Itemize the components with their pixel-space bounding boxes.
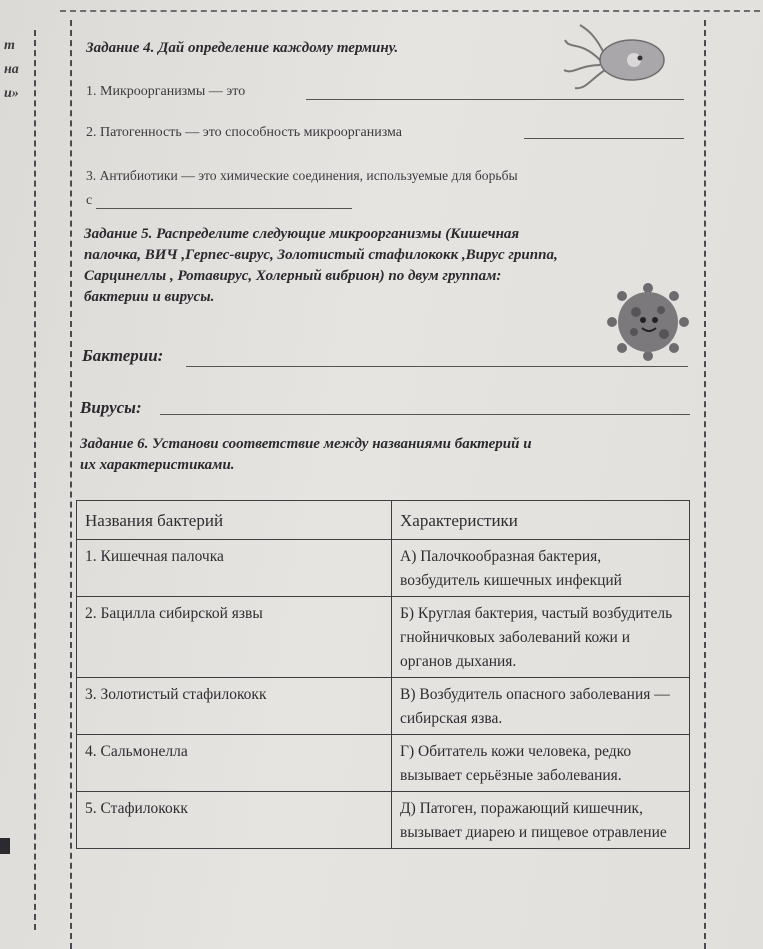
table-header-row bbox=[77, 501, 690, 540]
task6-title bbox=[80, 434, 700, 476]
bacterium-illustration-icon bbox=[560, 20, 670, 90]
answer-line-3[interactable] bbox=[96, 208, 352, 209]
task6-line: Задание 6. Установи соответствие между названиями бактерий и bbox=[80, 436, 532, 452]
viruses-label: Вирусы: bbox=[80, 398, 142, 417]
inner-left-dashed-border bbox=[70, 20, 72, 949]
task4-title: Задание 4. Дай определение каждому термину. bbox=[86, 40, 399, 56]
dark-mark bbox=[0, 838, 10, 854]
task5-title bbox=[84, 224, 694, 308]
bacteria-name: 1. Кишечная палочка bbox=[77, 540, 392, 597]
task4-item-1: 1. Микроорганизмы — это bbox=[86, 84, 246, 99]
viruses-answer-line[interactable] bbox=[160, 414, 690, 415]
table-row bbox=[77, 735, 690, 792]
characteristic: Д) Патоген, поражающий кишечник, вызывает диарею и пищевое отравление bbox=[392, 792, 690, 849]
task5-line: палочка, ВИЧ ,Герпес-вирус, Золотистый стафилококк ,Вирус гриппа, bbox=[84, 247, 558, 263]
bacteria-label: Бактерии: bbox=[82, 346, 164, 365]
answer-line-2[interactable] bbox=[524, 138, 684, 139]
table-row bbox=[77, 597, 690, 678]
right-dashed-border bbox=[704, 20, 706, 949]
bacteria-answer-line[interactable] bbox=[186, 366, 688, 367]
characteristic: Г) Обитатель кожи человека, редко вызывает серьёзные заболевания. bbox=[392, 735, 690, 792]
left-fragment-text: и» bbox=[4, 86, 19, 101]
table-row bbox=[77, 792, 690, 849]
left-dashed-border bbox=[34, 30, 36, 930]
table-row bbox=[77, 678, 690, 735]
bacteria-name: 3. Золотистый стафилококк bbox=[77, 678, 392, 735]
matching-table bbox=[76, 500, 690, 849]
top-dashed-border bbox=[60, 10, 760, 12]
task5-line: Задание 5. Распределите следующие микроорганизмы (Кишечная bbox=[84, 226, 520, 242]
header-bacteria-names: Названия бактерий bbox=[77, 501, 392, 540]
bacteria-name: 2. Бацилла сибирской язвы bbox=[77, 597, 392, 678]
characteristic: А) Палочкообразная бактерия, возбудитель кишечных инфекций bbox=[392, 540, 690, 597]
table-row bbox=[77, 540, 690, 597]
bacteria-name: 4. Сальмонелла bbox=[77, 735, 392, 792]
header-characteristics: Характеристики bbox=[392, 501, 690, 540]
task4-item-3-cont: с bbox=[86, 193, 93, 208]
characteristic: Б) Круглая бактерия, частый возбудитель гнойничковых заболеваний кожи и органов дыхания. bbox=[392, 597, 690, 678]
task5-line: Сарцинеллы , Ротавирус, Холерный вибрион) по двум группам: bbox=[84, 268, 502, 284]
virus-illustration-icon bbox=[606, 282, 690, 362]
characteristic: В) Возбудитель опасного заболевания — сибирская язва. bbox=[392, 678, 690, 735]
task4-item-3: 3. Антибиотики — это химические соединения, используемые для борьбы bbox=[86, 168, 518, 183]
bacteria-name: 5. Стафилококк bbox=[77, 792, 392, 849]
task5-line: бактерии и вирусы. bbox=[84, 289, 215, 305]
task6-line: их характеристиками. bbox=[80, 457, 235, 473]
task4-item-2: 2. Патогенность — это способность микроорганизма bbox=[86, 125, 403, 140]
answer-line-1[interactable] bbox=[306, 99, 684, 100]
left-fragment-text: т bbox=[4, 38, 15, 53]
left-fragment-text: на bbox=[4, 62, 19, 77]
